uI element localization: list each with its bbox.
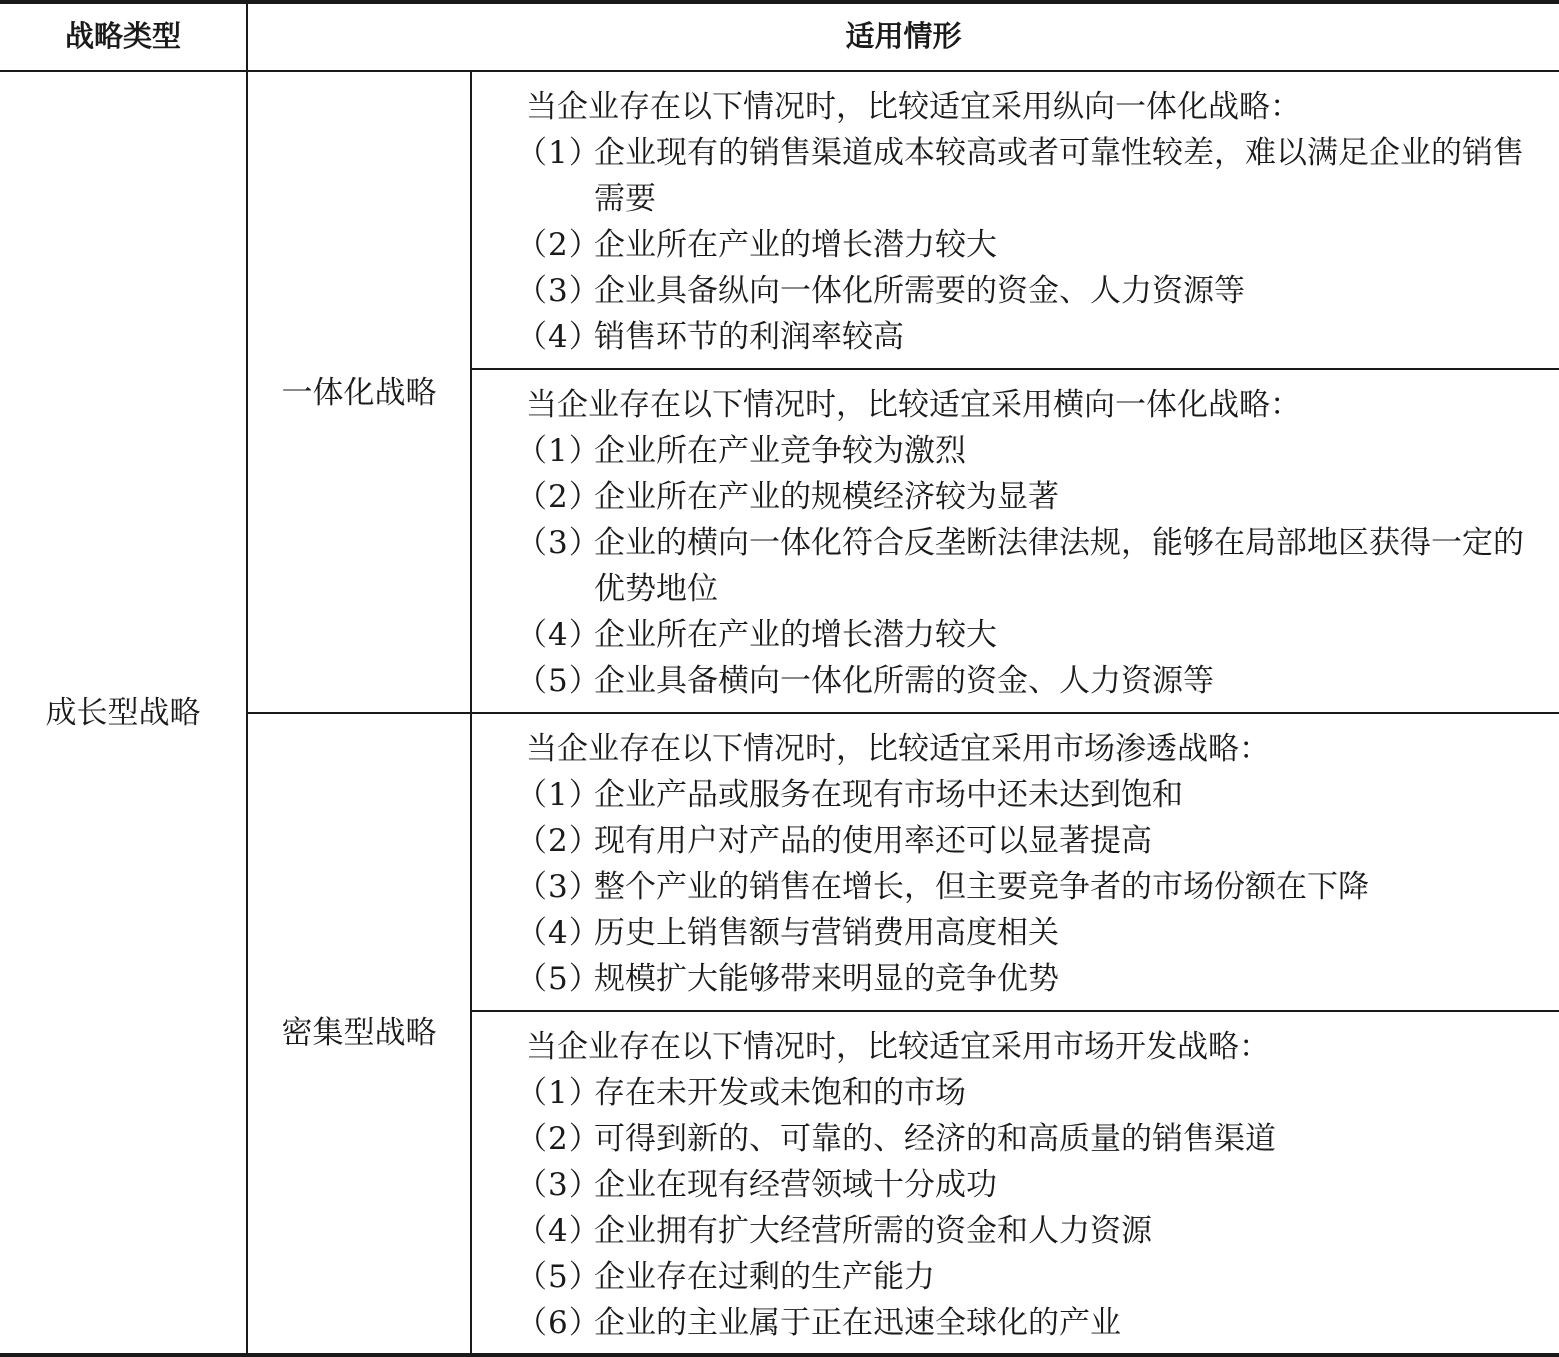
list-item: [472, 1162, 1559, 1208]
list-item: [472, 910, 1559, 956]
item-number: （6）: [516, 1305, 601, 1341]
header-strategy-type: 战略类型: [64, 19, 181, 53]
item-text: 企业产品或服务在现有市场中还未达到饱和: [594, 777, 1183, 813]
list-item: [472, 314, 1559, 360]
list-item: [472, 772, 1559, 818]
item-text: 整个产业的销售在增长，但主要竞争者的市场份额在下降: [594, 869, 1369, 905]
group-divider: [248, 712, 1559, 714]
table-bottom-rule: [0, 1353, 1559, 1357]
item-text: 销售环节的利润率较高: [594, 319, 904, 355]
block-divider: [472, 368, 1559, 370]
item-text: 企业所在产业竞争较为激烈: [594, 433, 966, 469]
condition-intro: 当企业存在以下情况时，比较适宜采用市场渗透战略：: [526, 731, 1270, 767]
item-text: 规模扩大能够带来明显的竞争优势: [594, 961, 1059, 997]
item-number: （1）: [516, 1075, 601, 1111]
header-applicable-situations: 适用情形: [845, 19, 962, 53]
strategy-type-label: 成长型战略: [45, 695, 201, 731]
group-label-integration: 一体化战略: [281, 375, 437, 411]
item-text: 企业具备纵向一体化所需要的资金、人力资源等: [594, 273, 1245, 309]
item-number: （4）: [516, 1213, 601, 1249]
list-item: [472, 1300, 1559, 1346]
item-number: （3）: [516, 273, 601, 309]
item-text: 企业所在产业的规模经济较为显著: [594, 479, 1059, 515]
item-text: 企业所在产业的增长潜力较大: [594, 227, 997, 263]
item-number: （5）: [516, 961, 601, 997]
item-number: （1）: [516, 777, 601, 813]
item-number: （3）: [516, 525, 601, 561]
item-text: 企业具备横向一体化所需的资金、人力资源等: [594, 663, 1214, 699]
list-item: [472, 130, 1559, 222]
item-number: （2）: [516, 823, 601, 859]
item-number: （2）: [516, 1121, 601, 1157]
item-text: 存在未开发或未饱和的市场: [594, 1075, 966, 1111]
item-text: 企业拥有扩大经营所需的资金和人力资源: [594, 1213, 1152, 1249]
item-text: 企业在现有经营领域十分成功: [594, 1167, 997, 1203]
list-item: [472, 1254, 1559, 1300]
condition-intro: 当企业存在以下情况时，比较适宜采用市场开发战略：: [526, 1029, 1270, 1065]
item-text: 历史上销售额与营销费用高度相关: [594, 915, 1059, 951]
condition-block-horizontal-integration: [472, 382, 1559, 704]
block-divider: [472, 1010, 1559, 1012]
item-number: （3）: [516, 1167, 601, 1203]
list-item: [472, 428, 1559, 474]
item-number: （5）: [516, 1259, 601, 1295]
item-text: 企业的横向一体化符合反垄断法律法规，能够在局部地区获得一定的优势地位: [594, 525, 1524, 607]
list-item: [472, 818, 1559, 864]
list-item: [472, 222, 1559, 268]
list-item: [472, 658, 1559, 704]
list-item: [472, 956, 1559, 1002]
item-number: （4）: [516, 915, 601, 951]
item-text: 企业现有的销售渠道成本较高或者可靠性较差，难以满足企业的销售需要: [594, 135, 1524, 217]
item-number: （1）: [516, 135, 601, 171]
item-number: （1）: [516, 433, 601, 469]
column-divider: [246, 0, 248, 1357]
item-text: 现有用户对产品的使用率还可以显著提高: [594, 823, 1152, 859]
list-item: [472, 1116, 1559, 1162]
list-item: [472, 268, 1559, 314]
list-item: [472, 1070, 1559, 1116]
list-item: [472, 474, 1559, 520]
item-number: （5）: [516, 663, 601, 699]
condition-block-market-development: [472, 1024, 1559, 1346]
item-number: （2）: [516, 479, 601, 515]
item-number: （4）: [516, 319, 601, 355]
condition-block-market-penetration: [472, 726, 1559, 1002]
list-item: [472, 864, 1559, 910]
list-item: [472, 612, 1559, 658]
group-label-intensive: 密集型战略: [281, 1015, 437, 1051]
item-text: 企业所在产业的增长潜力较大: [594, 617, 997, 653]
item-number: （3）: [516, 869, 601, 905]
condition-block-vertical-integration: [472, 84, 1559, 360]
item-text: 企业存在过剩的生产能力: [594, 1259, 935, 1295]
list-item: [472, 520, 1559, 612]
item-text: 企业的主业属于正在迅速全球化的产业: [594, 1305, 1121, 1341]
list-item: [472, 1208, 1559, 1254]
item-text: 可得到新的、可靠的、经济的和高质量的销售渠道: [594, 1121, 1276, 1157]
header-bottom-rule: [0, 70, 1559, 72]
table-top-rule: [0, 0, 1559, 4]
condition-intro: 当企业存在以下情况时，比较适宜采用横向一体化战略：: [526, 387, 1301, 423]
condition-intro: 当企业存在以下情况时，比较适宜采用纵向一体化战略：: [526, 89, 1301, 125]
item-number: （4）: [516, 617, 601, 653]
item-number: （2）: [516, 227, 601, 263]
